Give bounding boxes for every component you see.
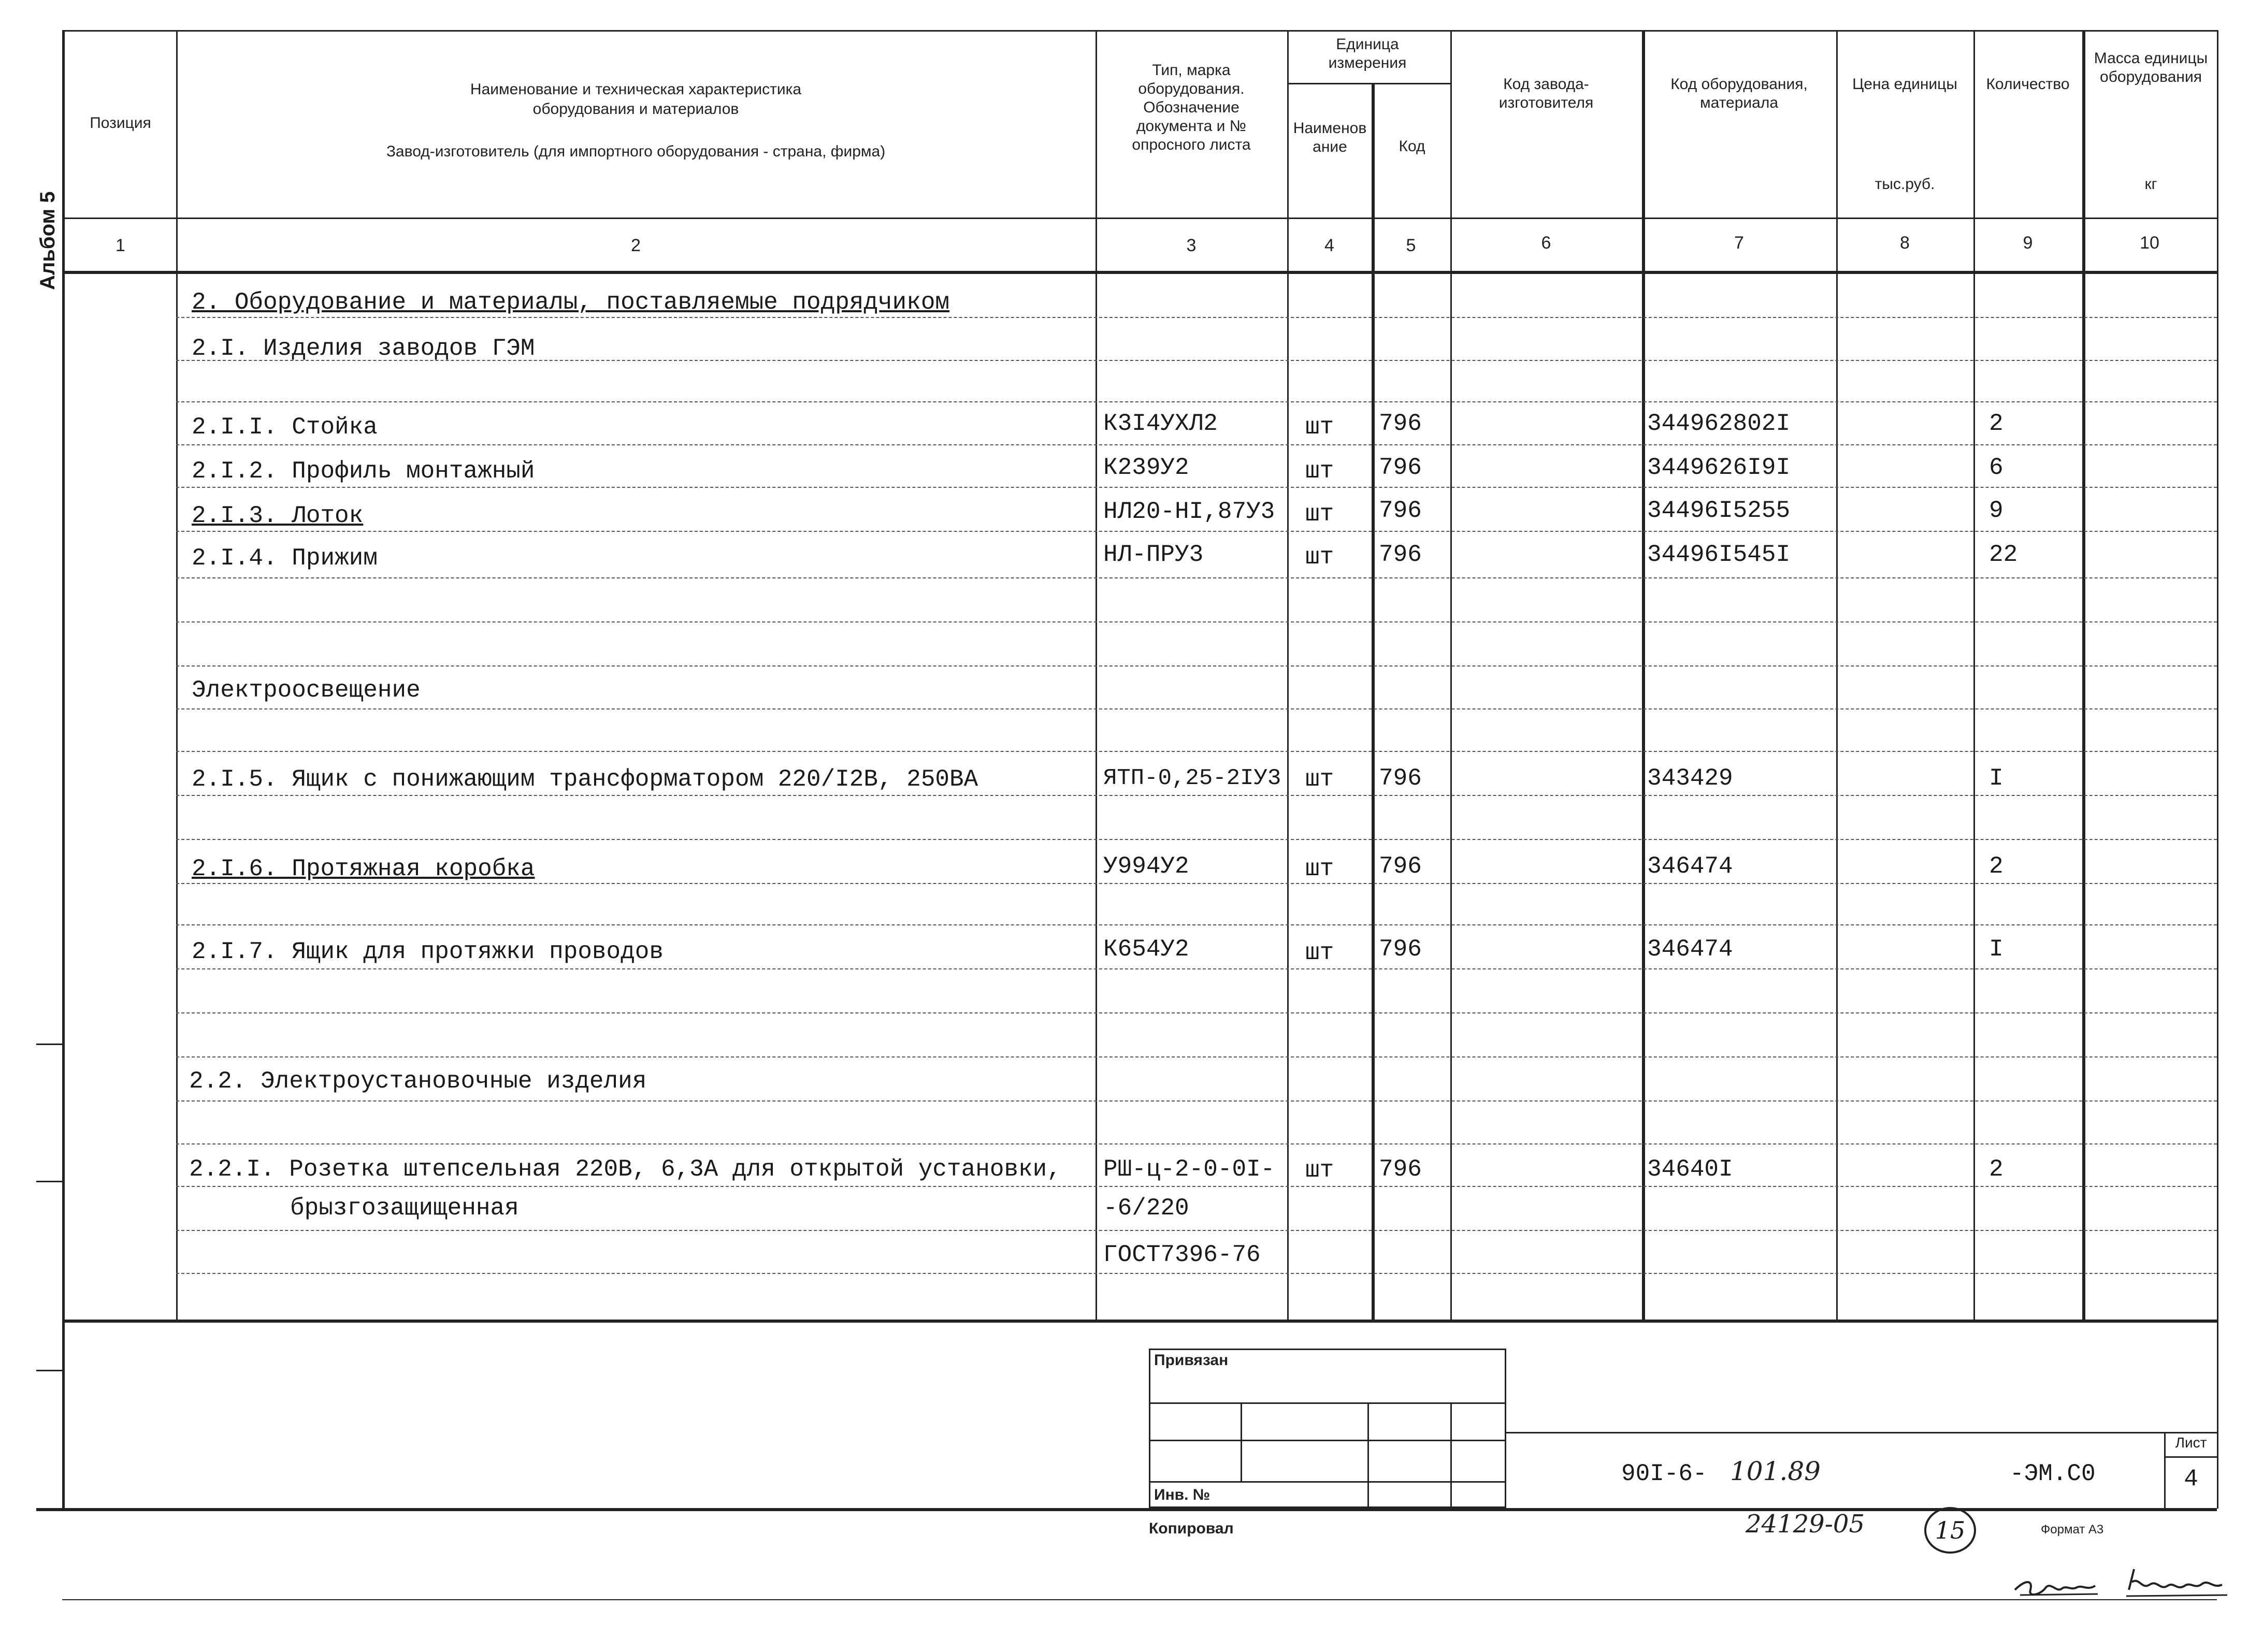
col-number: 8	[1900, 233, 1910, 253]
header-position: Позиция	[90, 114, 151, 132]
header-unit-name: Наименование	[1293, 120, 1367, 155]
row-unit-code: 796	[1379, 853, 1422, 880]
row-type-standard: ГОСТ7396-76	[1103, 1241, 1261, 1268]
row-quantity: I	[1989, 765, 2003, 792]
row-material-code: 346474	[1647, 936, 1733, 963]
row-unit: шт	[1305, 544, 1334, 571]
row-unit: шт	[1305, 856, 1334, 882]
col-number: 6	[1541, 233, 1551, 253]
row-type: ЯТП-0,25-2IУ3	[1103, 765, 1281, 791]
row-type: К3I4УХЛ2	[1103, 410, 1218, 437]
row-name: 2.I.5. Ящик с понижающим трансформатором 220/I2В, 250ВА	[192, 766, 978, 793]
row-type: РШ-ц-2-0-0I-	[1103, 1156, 1275, 1183]
row-name: 2.I.6. Протяжная коробка	[192, 856, 535, 882]
archive-number: 24129-05	[1746, 1510, 1865, 1539]
row-name: 2. Оборудование и материалы, поставляемые подрядчиком	[192, 289, 950, 316]
stamp-inv: Инв. №	[1154, 1486, 1210, 1503]
row-unit-code: 796	[1379, 541, 1422, 568]
stamp-kopiroval: Копировал	[1149, 1520, 1234, 1537]
header-type: Тип, марка оборудования. Обозначение документа и № опросного листа	[1132, 62, 1251, 153]
row-name: 2.2.I. Розетка штепсельная 220В, 6,3А для открытой установки,	[189, 1156, 1061, 1183]
row-type: К654У2	[1103, 936, 1189, 963]
row-material-code: 3449626I9I	[1647, 454, 1791, 481]
sheet-label: Лист	[2175, 1434, 2207, 1451]
row-quantity: 6	[1989, 454, 2003, 481]
row-material-code: 34496I5255	[1647, 497, 1791, 524]
stamp-privyazan: Привязан	[1154, 1352, 1229, 1369]
doc-number-hand: 101.89	[1730, 1456, 1821, 1486]
row-material-code: 34640I	[1647, 1156, 1733, 1183]
header-name-line1: Наименование и техническая характеристика	[470, 81, 802, 98]
row-name: 2.I.7. Ящик для протяжки проводов	[192, 938, 664, 965]
row-unit-code: 796	[1379, 936, 1422, 963]
row-name-continued: брызгозащищенная	[290, 1195, 519, 1222]
col-number: 3	[1186, 236, 1197, 255]
row-type: К239У2	[1103, 454, 1189, 481]
row-material-code: 343429	[1647, 765, 1733, 792]
col-number: 2	[631, 236, 641, 255]
header-mass: Масса единицы оборудования	[2094, 50, 2208, 85]
section-heading: 2.2. Электроустановочные изделия	[189, 1068, 647, 1095]
row-type: У994У2	[1103, 853, 1189, 880]
header-quantity: Количество	[1986, 76, 2070, 93]
row-name: 2.I.4. Прижим	[192, 545, 378, 572]
row-name: 2.I.I. Стойка	[192, 414, 378, 441]
col-number: 5	[1406, 236, 1416, 255]
row-quantity: I	[1989, 936, 2003, 963]
row-unit-code: 796	[1379, 765, 1422, 792]
signature	[2010, 1559, 2238, 1608]
header-mass-unit: кг	[2144, 176, 2157, 193]
album-side-label: Альбом 5	[36, 191, 59, 290]
row-type-continued: -6/220	[1103, 1195, 1189, 1222]
row-material-code: 346474	[1647, 853, 1733, 880]
row-unit: шт	[1305, 414, 1334, 441]
row-unit-code: 796	[1379, 454, 1422, 481]
row-name: 2.I.2. Профиль монтажный	[192, 458, 535, 485]
header-material-code: Код оборудования, материала	[1670, 76, 1808, 111]
row-quantity: 2	[1989, 853, 2003, 880]
header-name-line3: Завод-изготовитель (для импортного оборудования - страна, фирма)	[386, 143, 886, 160]
row-unit: шт	[1305, 501, 1334, 528]
sheet-number: 4	[2184, 1466, 2198, 1492]
row-unit: шт	[1305, 458, 1334, 485]
col-number: 4	[1324, 236, 1334, 255]
header-unit-code: Код	[1399, 138, 1425, 155]
col-number: 7	[1734, 233, 1744, 253]
row-name: 2.I.3. Лоток	[192, 502, 364, 529]
row-type: НЛ20-НI,87У3	[1103, 498, 1275, 525]
row-unit-code: 796	[1379, 410, 1422, 437]
row-material-code: 34496I545I	[1647, 541, 1791, 568]
header-name-line2: оборудования и материалов	[532, 100, 739, 118]
format-label: Формат А3	[2041, 1523, 2104, 1537]
header-price: Цена единицы	[1852, 76, 1957, 93]
row-unit-code: 796	[1379, 1156, 1422, 1183]
row-quantity: 2	[1989, 1156, 2003, 1183]
row-quantity: 2	[1989, 410, 2003, 437]
row-unit: шт	[1305, 766, 1334, 793]
col-number: 9	[2023, 233, 2033, 253]
row-quantity: 22	[1989, 541, 2018, 568]
doc-number-suffix: -ЭМ.С0	[2010, 1460, 2096, 1487]
row-quantity: 9	[1989, 497, 2003, 524]
row-unit: шт	[1305, 939, 1334, 966]
row-unit-code: 796	[1379, 497, 1422, 524]
row-material-code: 344962802I	[1647, 410, 1791, 437]
row-name: 2.I. Изделия заводов ГЭМ	[192, 335, 535, 362]
circle-number: 15	[1924, 1507, 1976, 1554]
header-price-unit: тыс.руб.	[1875, 176, 1935, 193]
col-number: 10	[2140, 233, 2159, 253]
header-factory-code: Код завода-изготовителя	[1498, 76, 1594, 111]
row-type: НЛ-ПРУ3	[1103, 541, 1204, 568]
row-unit: шт	[1305, 1157, 1334, 1184]
section-heading: Электроосвещение	[192, 677, 421, 704]
header-unit-group: Единица измерения	[1328, 36, 1407, 71]
col-number: 1	[116, 236, 125, 255]
doc-number-prefix: 90I-6-	[1621, 1460, 1707, 1487]
